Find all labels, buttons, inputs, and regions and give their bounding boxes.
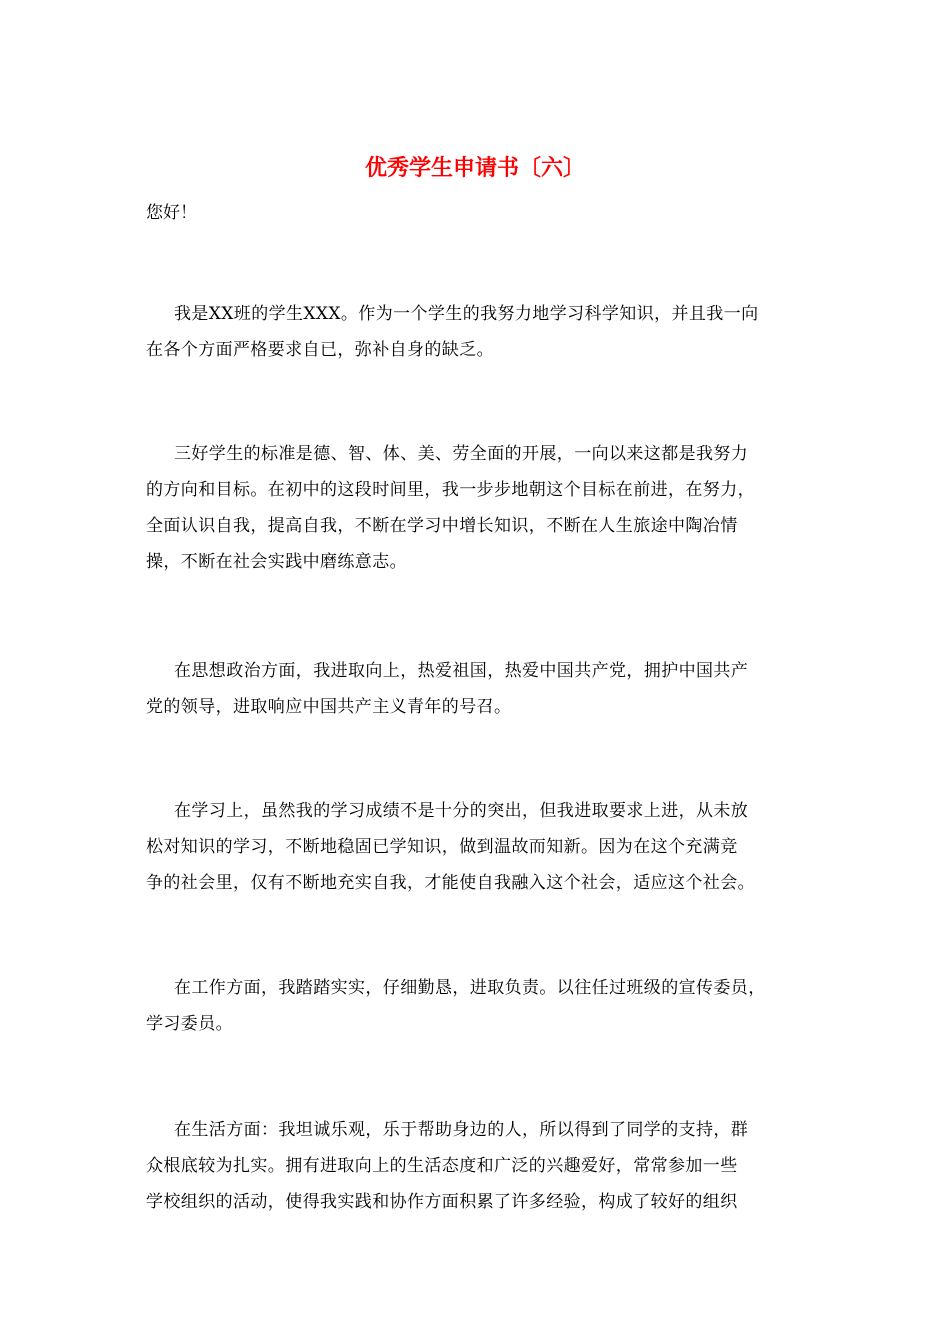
paragraph-line: 党的领导，进取响应中国共产主义青年的号召。	[146, 697, 512, 717]
document-title: 优秀学生申请书〔六〕	[364, 156, 585, 181]
paragraph-standards	[146, 436, 816, 580]
paragraph-line: 在各个方面严格要求自已，弥补自身的缺乏。	[146, 340, 494, 360]
greeting: 您好！	[146, 203, 197, 223]
paragraph-intro	[146, 296, 816, 368]
paragraph-line: 争的社会里，仅有不断地充实自我，才能使自我融入这个社会，适应这个社会。	[146, 873, 755, 893]
paragraph-line: 在生活方面：我坦诚乐观，乐于帮助身边的人，所以得到了同学的支持，群	[174, 1120, 749, 1140]
paragraph-line: 在思想政治方面，我进取向上，热爱祖国，热爱中国共产党，拥护中国共产	[174, 661, 749, 681]
paragraph-line: 我是XX班的学生XXX。作为一个学生的我努力地学习科学知识，并且我一向	[174, 304, 759, 324]
paragraph-line: 学校组织的活动，使得我实践和协作方面积累了许多经验，构成了较好的组织	[146, 1192, 738, 1212]
paragraph-politics	[146, 653, 816, 725]
paragraph-study	[146, 793, 816, 901]
paragraph-line: 松对知识的学习，不断地稳固已学知识，做到温故而知新。因为在这个充满竞	[146, 837, 738, 857]
paragraph-line: 在工作方面，我踏踏实实，仔细勤恳，进取负责。以往任过班级的宣传委员，	[174, 978, 766, 998]
paragraph-line: 操，不断在社会实践中磨练意志。	[146, 552, 407, 572]
paragraph-line: 众根底较为扎实。拥有进取向上的生活态度和广泛的兴趣爱好，常常参加一些	[146, 1156, 738, 1176]
paragraph-line: 学习委员。	[146, 1014, 233, 1034]
paragraph-line: 在学习上，虽然我的学习成绩不是十分的突出，但我进取要求上进，从未放	[174, 801, 749, 821]
paragraph-line: 三好学生的标准是德、智、体、美、劳全面的开展，一向以来这都是我努力	[174, 444, 749, 464]
paragraph-line: 的方向和目标。在初中的这段时间里，我一步步地朝这个目标在前进，在努力，	[146, 480, 755, 500]
paragraph-work	[146, 970, 816, 1042]
paragraph-life	[146, 1112, 816, 1220]
paragraph-line: 全面认识自我，提高自我，不断在学习中增长知识，不断在人生旅途中陶冶情	[146, 516, 738, 536]
